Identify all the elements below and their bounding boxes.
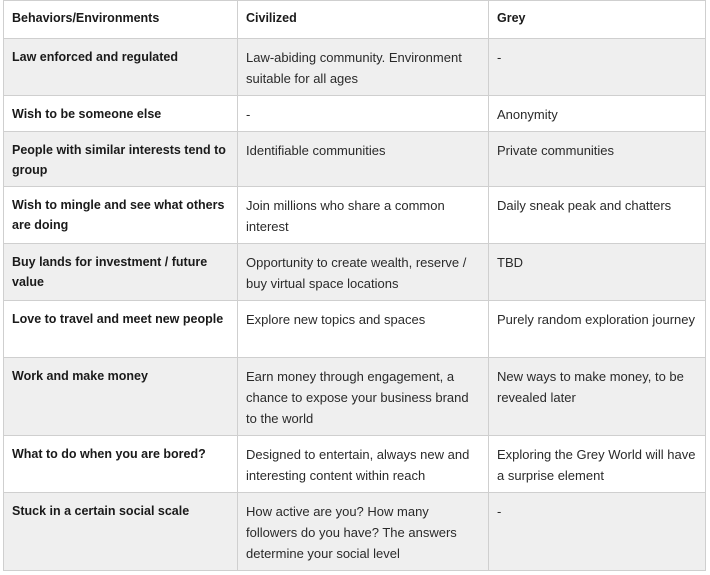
civilized-cell: How active are you? How many followers do you have? The answers determine your social level [238, 493, 489, 571]
civilized-cell: Earn money through engagement, a chance to expose your business brand to the world [238, 358, 489, 436]
behavior-cell: Buy lands for investment / future value [4, 244, 238, 301]
header-grey: Grey [489, 1, 706, 39]
grey-cell: Anonymity [489, 96, 706, 132]
table-row [4, 39, 706, 96]
grey-cell: New ways to make money, to be revealed later [489, 358, 706, 436]
table-row [4, 493, 706, 571]
civilized-cell: - [238, 96, 489, 132]
behavior-cell: Wish to be someone else [4, 96, 238, 132]
header-behaviors: Behaviors/Environments [4, 1, 238, 39]
civilized-cell: Opportunity to create wealth, reserve / buy virtual space locations [238, 244, 489, 301]
grey-cell: Daily sneak peak and chatters [489, 187, 706, 244]
civilized-cell: Law-abiding community. Environment suitable for all ages [238, 39, 489, 96]
grey-cell: Exploring the Grey World will have a surprise element [489, 436, 706, 493]
grey-cell: TBD [489, 244, 706, 301]
grey-cell: Private communities [489, 132, 706, 187]
behavior-cell: People with similar interests tend to group [4, 132, 238, 187]
grey-cell: - [489, 39, 706, 96]
behavior-cell: Law enforced and regulated [4, 39, 238, 96]
table-row [4, 96, 706, 132]
header-civilized: Civilized [238, 1, 489, 39]
table-header-row [4, 1, 706, 39]
behavior-cell: Love to travel and meet new people [4, 301, 238, 358]
table-row [4, 358, 706, 436]
behavior-cell: Wish to mingle and see what others are doing [4, 187, 238, 244]
civilized-cell: Identifiable communities [238, 132, 489, 187]
grey-cell: Purely random exploration journey [489, 301, 706, 358]
comparison-table [3, 0, 706, 571]
behavior-cell: Stuck in a certain social scale [4, 493, 238, 571]
table-row [4, 244, 706, 301]
table-row [4, 132, 706, 187]
grey-cell: - [489, 493, 706, 571]
comparison-table-container [3, 0, 705, 571]
civilized-cell: Explore new topics and spaces [238, 301, 489, 358]
behavior-cell: Work and make money [4, 358, 238, 436]
civilized-cell: Designed to entertain, always new and interesting content within reach [238, 436, 489, 493]
table-row [4, 187, 706, 244]
table-row [4, 301, 706, 358]
table-row [4, 436, 706, 493]
civilized-cell: Join millions who share a common interest [238, 187, 489, 244]
behavior-cell: What to do when you are bored? [4, 436, 238, 493]
